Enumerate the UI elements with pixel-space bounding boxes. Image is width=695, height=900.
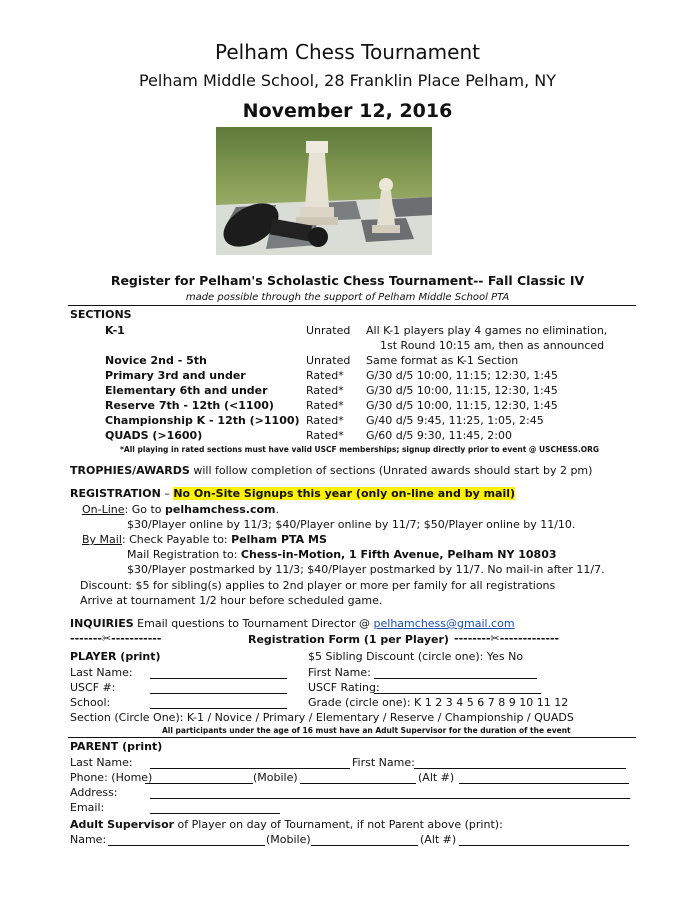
section-details: All K-1 players play 4 games no elimination,	[366, 324, 608, 337]
inquiries-line	[70, 617, 515, 630]
mail-line	[82, 533, 327, 546]
supervisor-name-label: Name:	[70, 833, 107, 846]
phone-mobile-field[interactable]	[300, 783, 416, 784]
section-rating: Unrated	[306, 324, 351, 337]
section-name: QUADS (>1600)	[105, 429, 203, 442]
inquiries-label: INQUIRIES	[70, 617, 134, 630]
divider	[68, 737, 636, 738]
section-details: G/30 d/5 10:00, 11:15, 12:30, 1:45	[366, 384, 558, 397]
chess-pieces-photo	[216, 127, 432, 255]
player-last-name-field[interactable]	[150, 678, 287, 679]
section-details: G/30 d/5 10:00, 11:15, 12:30, 1:45	[366, 399, 558, 412]
trophies-text: will follow completion of sections (Unrated awards should start by 2 pm)	[189, 464, 593, 477]
player-last-name-label: Last Name:	[70, 666, 133, 679]
event-date: November 12, 2016	[242, 100, 453, 122]
discount-line: Discount: $5 for sibling(s) applies to 2nd player or more per family for all registrations	[80, 579, 556, 592]
grade-choice[interactable]: Grade (circle one): K 1 2 3 4 5 6 7 8 9 10 11 12	[308, 696, 569, 709]
cut-line-right: --------✂-------------	[454, 632, 560, 645]
section-rating: Rated*	[306, 384, 344, 397]
registration-highlight: No On-Site Signups this year (only on-line and by mail)	[173, 487, 516, 500]
email-field[interactable]	[150, 813, 280, 814]
online-prices: $30/Player online by 11/3; $40/Player online by 11/7; $50/Player online by 11/10.	[127, 518, 576, 531]
school-label: School:	[70, 696, 111, 709]
address-label: Address:	[70, 786, 118, 799]
registration-label: REGISTRATION	[70, 487, 161, 500]
phone-mobile-label: (Mobile)	[253, 771, 298, 784]
page-title: Pelham Chess Tournament	[215, 40, 480, 64]
mail-payee: Pelham PTA MS	[231, 533, 327, 546]
section-details: G/60 d/5 9:30, 11:45, 2:00	[366, 429, 512, 442]
mail-text: : Check Payable to:	[121, 533, 232, 546]
section-details: 1st Round 10:15 am, then as announced	[380, 339, 605, 352]
section-details: G/40 d/5 9:45, 11:25, 1:05, 2:45	[366, 414, 544, 427]
mail-to-text: Mail Registration to:	[127, 548, 241, 561]
divider	[68, 305, 636, 306]
address-field[interactable]	[150, 798, 630, 799]
supervisor-mobile-label: (Mobile)	[266, 833, 311, 846]
phone-home-label: Phone: (Home)	[70, 771, 153, 784]
support-line: made possible through the support of Pelham Middle School PTA	[185, 292, 510, 303]
mail-label: By Mail	[82, 533, 122, 546]
section-choice[interactable]: Section (Circle One): K-1 / Novice / Primary / Elementary / Reserve / Championship / QUADS	[70, 711, 574, 724]
register-heading: Register for Pelham's Scholastic Chess Tournament-- Fall Classic IV	[110, 273, 585, 288]
section-details: Same format as K-1 Section	[366, 354, 519, 367]
adult-supervisor-line	[70, 818, 503, 831]
section-details: G/30 d/5 10:00, 11:15; 12:30, 1:45	[366, 369, 558, 382]
mail-prices: $30/Player postmarked by 11/3; $40/Player postmarked by 11/7. No mail-in after 11/7.	[127, 563, 605, 576]
parent-first-name-label: First Name:	[352, 756, 415, 769]
uscf-rating-label: USCF Rating:	[308, 681, 380, 694]
supervisor-alt-label: (Alt #)	[420, 833, 457, 846]
trophies-label: TROPHIES/AWARDS	[70, 464, 190, 477]
adult-supervisor-text: of Player on day of Tournament, if not Parent above (print):	[174, 818, 503, 831]
section-rating: Unrated	[306, 354, 351, 367]
inquiries-text: Email questions to Tournament Director @	[133, 617, 374, 630]
section-name: Elementary 6th and under	[105, 384, 268, 397]
section-rating: Rated*	[306, 399, 344, 412]
player-first-name-label: First Name:	[308, 666, 371, 679]
mail-address: Chess-in-Motion, 1 Fifth Avenue, Pelham NY 10803	[240, 548, 557, 561]
online-dot: .	[275, 503, 279, 516]
section-name: Novice 2nd - 5th	[105, 354, 207, 367]
school-field[interactable]	[150, 708, 287, 709]
parent-heading: PARENT (print)	[70, 740, 163, 753]
section-rating: Rated*	[306, 414, 344, 427]
phone-alt-label: (Alt #)	[418, 771, 455, 784]
sections-heading: SECTIONS	[70, 308, 132, 321]
supervisor-alt-field[interactable]	[459, 845, 629, 846]
supervisor-note: All participants under the age of 16 must have an Adult Supervisor for the duration of the event	[162, 726, 571, 735]
parent-first-name-field[interactable]	[414, 768, 626, 769]
supervisor-mobile-field[interactable]	[311, 845, 418, 846]
parent-last-name-label: Last Name:	[70, 756, 133, 769]
online-text: : Go to	[124, 503, 166, 516]
phone-home-field[interactable]	[145, 783, 253, 784]
uscf-rating-field[interactable]	[374, 693, 541, 694]
section-rating: Rated*	[306, 429, 344, 442]
phone-alt-field[interactable]	[459, 783, 629, 784]
registration-line	[70, 487, 515, 500]
online-site[interactable]: pelhamchess.com	[165, 503, 276, 516]
trophies-line	[70, 464, 592, 477]
location: Pelham Middle School, 28 Franklin Place Pelham, NY	[138, 71, 557, 90]
section-name: K-1	[105, 324, 125, 337]
section-name: Championship K - 12th (>1100)	[105, 414, 300, 427]
supervisor-name-field[interactable]	[108, 845, 265, 846]
mail-to-line	[127, 548, 557, 561]
uscf-number-field[interactable]	[150, 693, 287, 694]
player-heading: PLAYER (print)	[70, 650, 161, 663]
arrive-line: Arrive at tournament 1/2 hour before scheduled game.	[80, 594, 383, 607]
section-rating: Rated*	[306, 369, 344, 382]
sibling-discount-choice[interactable]: $5 Sibling Discount (circle one): Yes No	[308, 650, 524, 663]
player-first-name-field[interactable]	[374, 678, 537, 679]
registration-dash: –	[160, 487, 174, 500]
online-label: On-Line	[82, 503, 125, 516]
email-label: Email:	[70, 801, 105, 814]
form-title: Registration Form (1 per Player)	[248, 633, 449, 646]
parent-last-name-field[interactable]	[150, 768, 350, 769]
cut-line-left: -------✂-----------	[70, 632, 162, 645]
rated-note: *All playing in rated sections must have valid USCF memberships; signup directly prior to event @ USCHESS.ORG	[120, 445, 600, 454]
section-name: Reserve 7th - 12th (<1100)	[105, 399, 274, 412]
inquiries-email-link[interactable]: pelhamchess@gmail.com	[373, 617, 515, 630]
uscf-number-label: USCF #:	[70, 681, 116, 694]
section-name: Primary 3rd and under	[105, 369, 246, 382]
online-line	[82, 503, 279, 516]
adult-supervisor-label: Adult Supervisor	[70, 818, 175, 831]
